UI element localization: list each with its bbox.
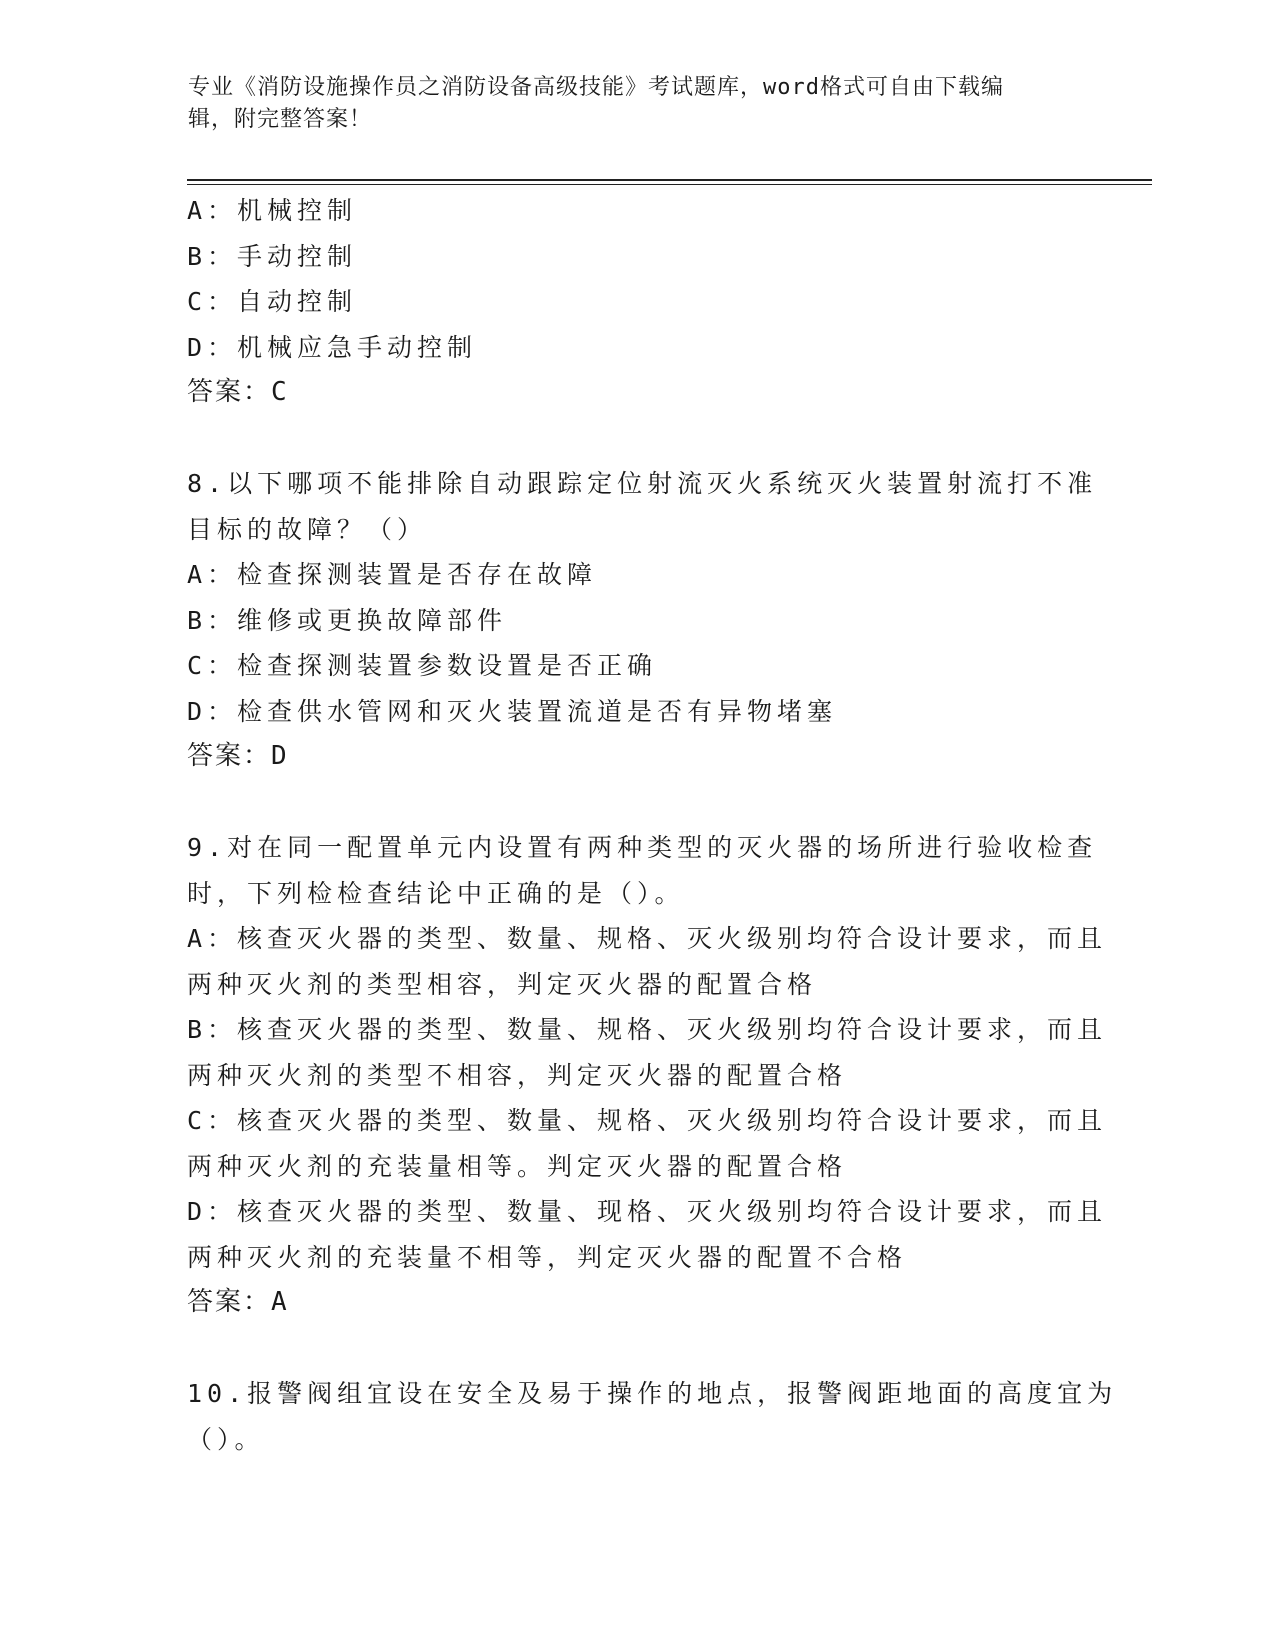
question-stem-line-1: 10.报警阀组宜设在安全及易于操作的地点，报警阀距地面的高度宜为 [187, 1379, 1118, 1408]
answer-value: D [271, 741, 289, 771]
answer-label: 答案： [187, 377, 272, 407]
spacer [187, 416, 1072, 462]
question-stem-line-2: 目标的故障？（） [187, 514, 428, 544]
answer-value: A [271, 1287, 289, 1317]
answer-label: 答案： [187, 741, 272, 771]
question-stem-line-2: （）。 [187, 1424, 265, 1454]
answer-line [187, 734, 1072, 780]
option-c: C：自动控制 [187, 287, 358, 316]
option-a-line-1: A：核查灭火器的类型、数量、规格、灭火级别均符合设计要求，而且 [187, 924, 1108, 953]
option-a: A：机械控制 [187, 196, 358, 225]
question-stem-line-1: 9.对在同一配置单元内设置有两种类型的灭火器的场所进行验收检查 [187, 833, 1098, 862]
answer-label: 答案： [187, 1287, 272, 1317]
option-c: C：检查探测装置参数设置是否正确 [187, 651, 658, 680]
option-d: D：检查供水管网和灭火装置流道是否有异物堵塞 [187, 696, 838, 726]
question-8 [187, 461, 1098, 780]
spacer [187, 780, 1072, 826]
option-b-line-2: 两种灭火剂的类型不相容，判定灭火器的配置合格 [187, 1060, 848, 1090]
option-b-line-1: B：核查灭火器的类型、数量、规格、灭火级别均符合设计要求，而且 [187, 1015, 1108, 1044]
header-divider-thin [187, 184, 1152, 185]
option-a: A：检查探测装置是否存在故障 [187, 560, 598, 589]
header-line-2: 辑，附完整答案！ [188, 107, 373, 132]
answer-line [187, 370, 1072, 416]
document-header [188, 72, 1068, 136]
option-d-line-2: 两种灭火剂的充装量不相等，判定灭火器的配置不合格 [187, 1242, 908, 1272]
option-b: B：维修或更换故障部件 [187, 605, 508, 635]
option-b: B：手动控制 [187, 241, 358, 271]
header-line-1: 专业《消防设施操作员之消防设备高级技能》考试题库，word格式可自由下载编 [188, 75, 1004, 100]
option-c-line-1: C：核查灭火器的类型、数量、规格、灭火级别均符合设计要求，而且 [187, 1106, 1108, 1135]
answer-line [187, 1280, 1072, 1326]
question-stem-line-2: 时，下列检检查结论中正确的是（）。 [187, 878, 685, 908]
option-d: D：机械应急手动控制 [187, 332, 478, 362]
option-a-line-2: 两种灭火剂的类型相容，判定灭火器的配置合格 [187, 969, 818, 999]
question-stem-line-1: 8.以下哪项不能排除自动跟踪定位射流灭火系统灭火装置射流打不准 [187, 469, 1098, 498]
question-7 [187, 188, 1072, 416]
question-10 [187, 1371, 1118, 1462]
header-divider-thick [187, 179, 1152, 181]
option-c-line-2: 两种灭火剂的充装量相等。判定灭火器的配置合格 [187, 1151, 848, 1181]
question-list [187, 188, 1118, 1462]
spacer [187, 1326, 1072, 1372]
option-d-line-1: D：核查灭火器的类型、数量、现格、灭火级别均符合设计要求，而且 [187, 1197, 1108, 1226]
answer-value: C [271, 377, 289, 407]
question-9 [187, 825, 1108, 1326]
